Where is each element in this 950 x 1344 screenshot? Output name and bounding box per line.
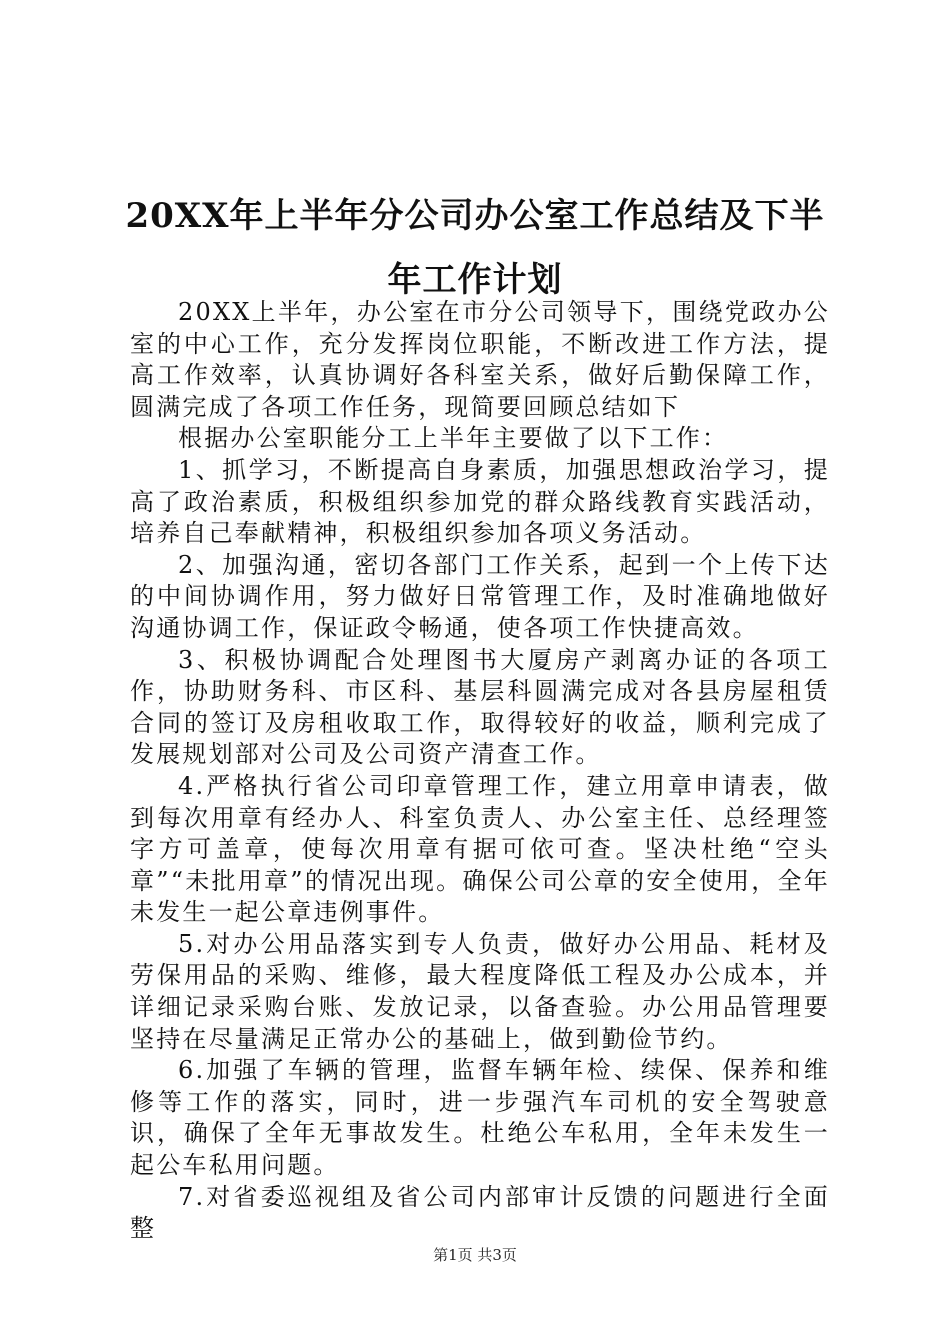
paragraph-item-5: 5.对办公用品落实到专人负责，做好办公用品、耗材及劳保用品的采购、维修，最大程度降低工程及办公成本，并详细记录采购台账、发放记录，以备查验。办公用品管理要坚持在尽量满足正常办公的基础上，做到勤俭节约。: [130, 929, 830, 1053]
paragraph-item-7: 7.对省委巡视组及省公司内部审计反馈的问题进行全面整: [130, 1182, 830, 1243]
title-line-1: 20XX年上半年分公司办公室工作总结及下半: [125, 196, 825, 236]
paragraph-intro: 20XX上半年，办公室在市分公司领导下，围绕党政办公室的中心工作，充分发挥岗位职能，不断改进工作方法，提高工作效率，认真协调好各科室关系，做好后勤保障工作，圆满完成了各项工作任务，现简要回顾总结如下: [130, 298, 830, 421]
page-footer: 第1页 共3页: [433, 1246, 517, 1264]
paragraph-item-6: 6.加强了车辆的管理，监督车辆年检、续保、保养和维修等工作的落实，同时，进一步强汽车司机的安全驾驶意识，确保了全年无事故发生。杜绝公车私用，全年未发生一起公车私用问题。: [130, 1056, 830, 1180]
paragraph-item-3: 3、积极协调配合处理图书大厦房产剥离办证的各项工作，协助财务科、市区科、基层科圆满完成对各县房屋租赁合同的签订及房租收取工作，取得较好的收益，顺利完成了发展规划部对公司及公司资产清查工作。: [130, 645, 830, 769]
document-body: [130, 297, 830, 1245]
document-title: [100, 184, 850, 312]
paragraph-item-1: 1、抓学习，不断提高自身素质，加强思想政治学习，提高了政治素质，积极组织参加党的群众路线教育实践活动，培养自己奉献精神，积极组织参加各项义务活动。: [130, 455, 830, 548]
paragraph-item-4: 4.严格执行省公司印章管理工作，建立用章申请表，做到每次用章有经办人、科室负责人、办公室主任、总经理签字方可盖章，使每次用章有据可依可查。坚决杜绝“空头章”“未批用章”的情况出现。确保公司公章的安全使用，全年未发生一起公章违例事件。: [130, 771, 830, 927]
title-line-2: 年工作计划: [387, 260, 563, 300]
paragraph-item-2: 2、加强沟通，密切各部门工作关系，起到一个上传下达的中间协调作用，努力做好日常管理工作，及时准确地做好沟通协调工作，保证政令畅通，使各项工作快捷高效。: [130, 550, 830, 642]
paragraph-summary-lead: 根据办公室职能分工上半年主要做了以下工作：: [178, 424, 729, 453]
